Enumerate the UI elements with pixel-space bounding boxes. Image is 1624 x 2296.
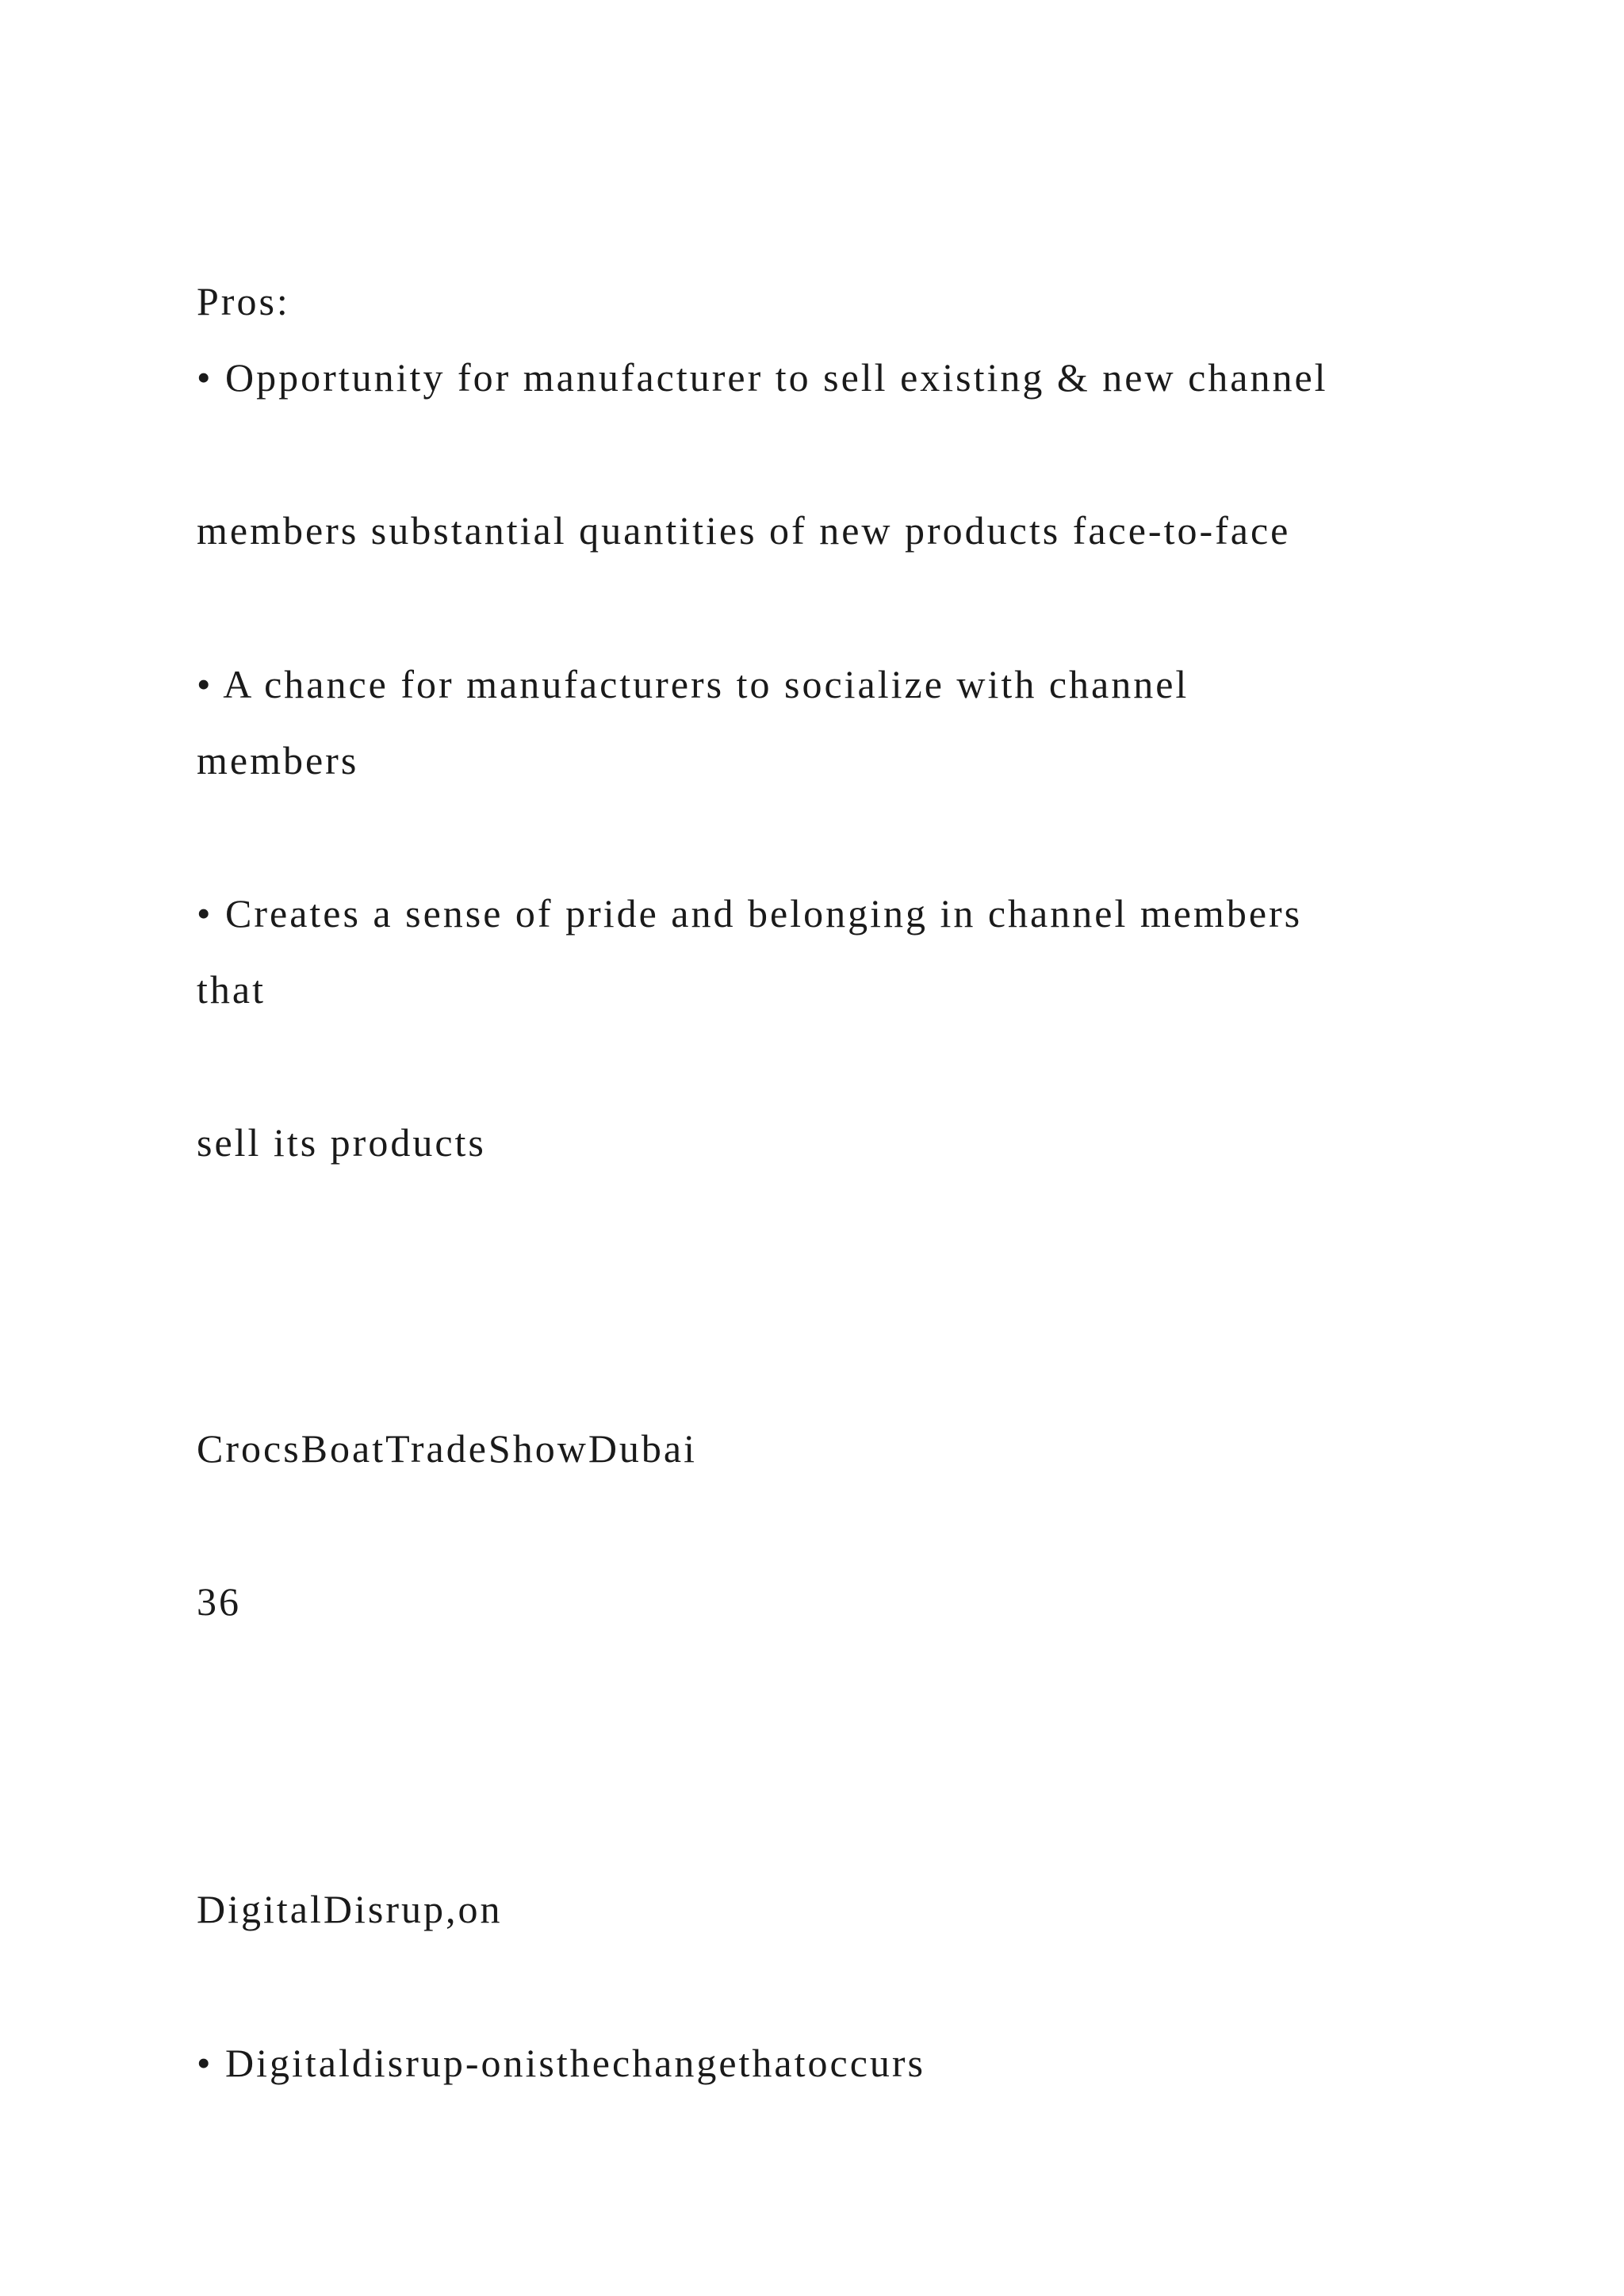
digital-disruption-bullet: • Digitaldisrup-onisthechangethatoccurs <box>197 2041 926 2085</box>
pros-bullet-3-line-3: sell its products <box>197 1120 486 1165</box>
pros-bullet-3-line-1: • Creates a sense of pride and belonging in channel members <box>197 891 1303 936</box>
page-number: 36 <box>197 1579 241 1624</box>
pros-bullet-1-line-2: members substantial quantities of new products face-to-face <box>197 508 1291 553</box>
slide-caption: CrocsBoatTradeShowDubai <box>197 1426 698 1471</box>
pros-bullet-3-line-2: that <box>197 967 266 1012</box>
pros-bullet-2-line-2: members <box>197 738 359 783</box>
pros-bullet-2-line-1: • A chance for manufacturers to socialize with channel <box>197 662 1189 706</box>
pros-bullet-1-line-1: • Opportunity for manufacturer to sell existing & new channel <box>197 355 1328 400</box>
section-heading: DigitalDisrup,on <box>197 1887 503 1931</box>
pros-heading: Pros: <box>197 279 290 323</box>
